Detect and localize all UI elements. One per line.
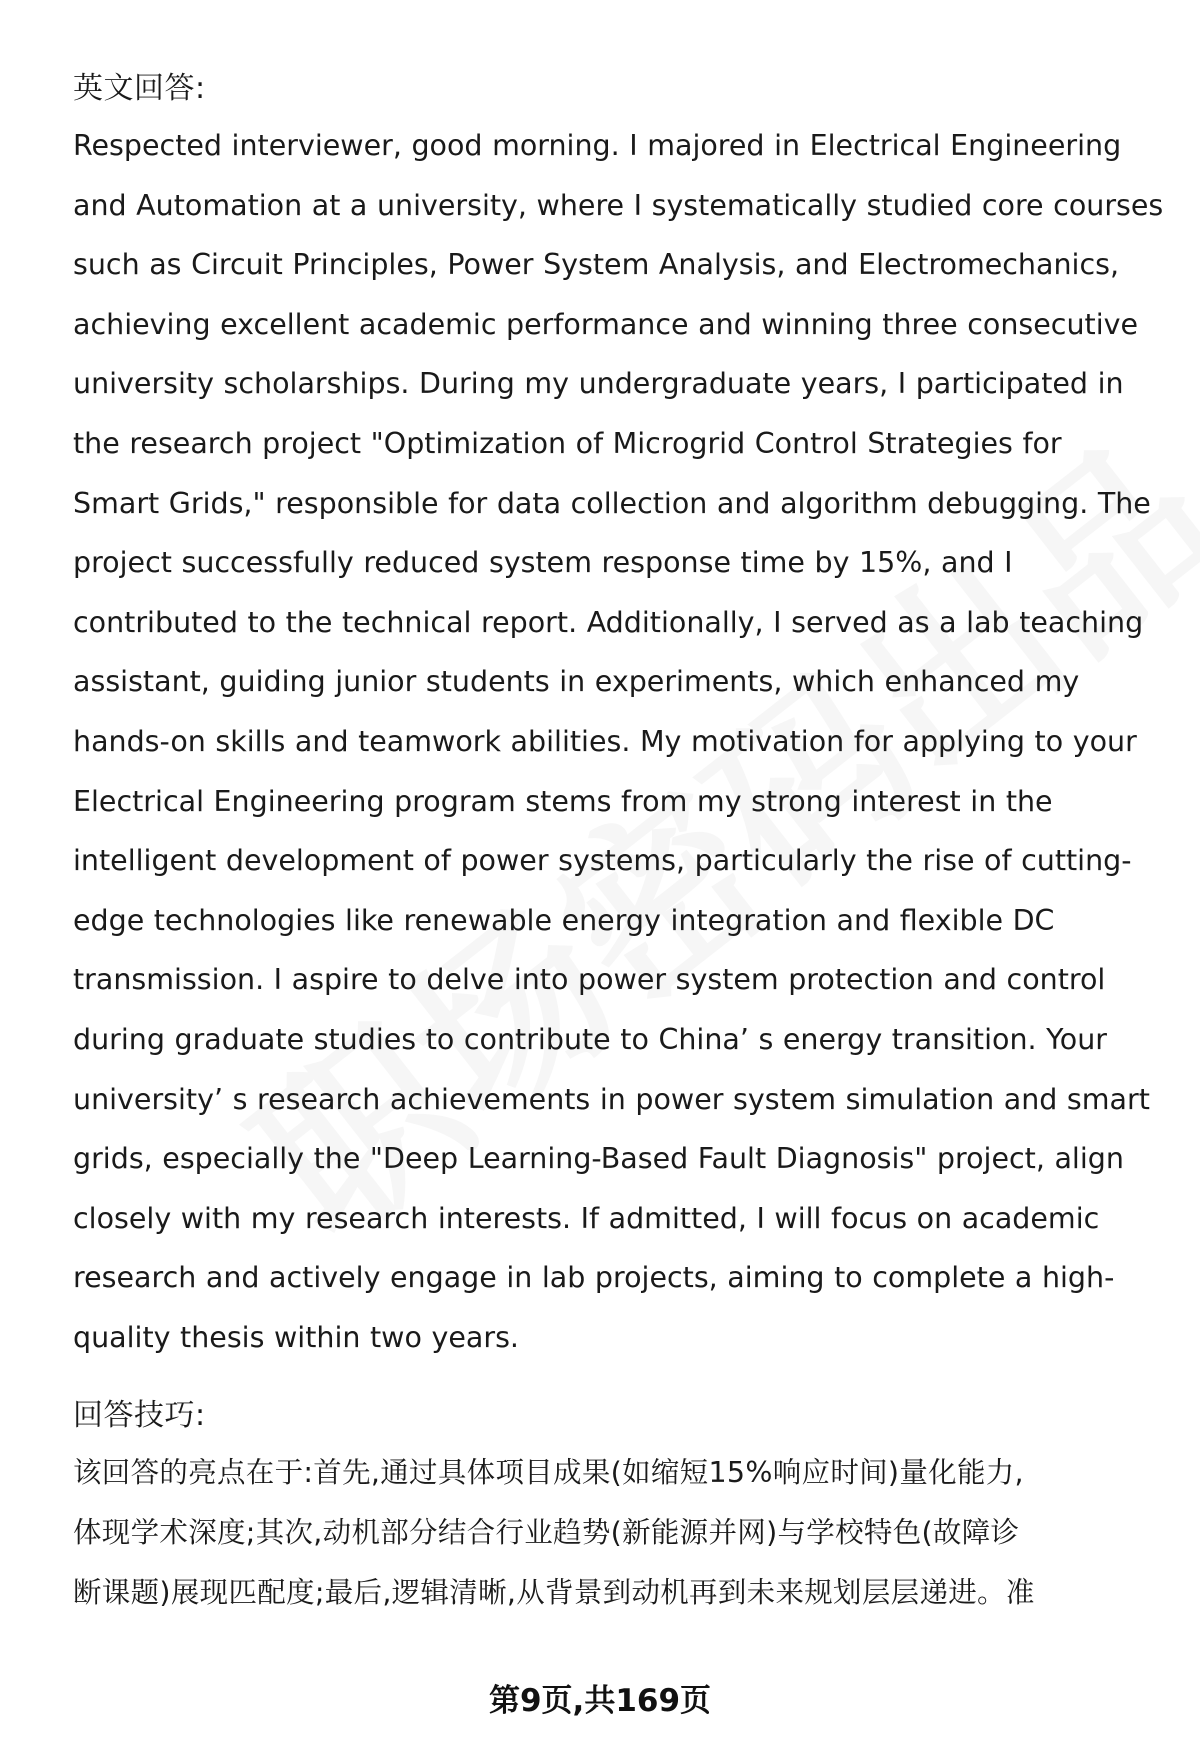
paragraph-line: achieving excellent academic performance and winning three consecutive bbox=[73, 307, 1139, 341]
paragraph-line: university scholarships. During my undergraduate years, I participated in bbox=[73, 367, 1124, 401]
paragraph-line: transmission. I aspire to delve into power system protection and control bbox=[73, 963, 1106, 997]
paragraph-line: project successfully reduced system response time by 15%, and I bbox=[73, 546, 1013, 580]
paragraph-line: closely with my research interests. If admitted, I will focus on academic bbox=[73, 1201, 1100, 1235]
tips-line: 断课题)展现匹配度;最后,逻辑清晰,从背景到动机再到未来规划层层递进。准 bbox=[73, 1575, 1035, 1609]
page-number-footer: 第9页,共169页 bbox=[488, 1683, 712, 1719]
paragraph-line: university’ s research achievements in power system simulation and smart bbox=[73, 1082, 1150, 1116]
paragraph-line: assistant, guiding junior students in experiments, which enhanced my bbox=[73, 665, 1080, 699]
tips-line: 该回答的亮点在于:首先,通过具体项目成果(如缩短15%响应时间)量化能力, bbox=[73, 1456, 1024, 1490]
paragraph-line: during graduate studies to contribute to China’ s energy transition. Your bbox=[73, 1022, 1107, 1056]
tips-paragraph bbox=[73, 1443, 1153, 1622]
page-content bbox=[73, 62, 1164, 1622]
paragraph-line: intelligent development of power systems, particularly the rise of cutting- bbox=[73, 844, 1132, 878]
paragraph-line: grids, especially the "Deep Learning-Based Fault Diagnosis" project, align bbox=[73, 1142, 1124, 1176]
paragraph-line: Smart Grids," responsible for data collection and algorithm debugging. The bbox=[73, 486, 1151, 520]
paragraph-line: Respected interviewer, good morning. I majored in Electrical Engineering bbox=[73, 129, 1122, 162]
paragraph-line: hands-on skills and teamwork abilities. My motivation for applying to your bbox=[73, 724, 1137, 758]
english-answer-paragraph bbox=[73, 116, 1164, 1367]
tips-heading: 回答技巧: bbox=[73, 1398, 206, 1434]
english-answer-heading: 英文回答: bbox=[73, 71, 206, 106]
section-spacer bbox=[73, 1367, 1153, 1389]
paragraph-line: Electrical Engineering program stems from my strong interest in the bbox=[73, 784, 1053, 818]
paragraph-line: quality thesis within two years. bbox=[73, 1320, 519, 1354]
paragraph-line: and Automation at a university, where I systematically studied core courses bbox=[73, 188, 1164, 222]
paragraph-line: contributed to the technical report. Additionally, I served as a lab teaching bbox=[73, 605, 1144, 639]
paragraph-line: the research project "Optimization of Microgrid Control Strategies for bbox=[73, 426, 1062, 460]
paragraph-line: such as Circuit Principles, Power System Analysis, and Electromechanics, bbox=[73, 248, 1120, 282]
paragraph-line: research and actively engage in lab projects, aiming to complete a high- bbox=[73, 1261, 1115, 1295]
paragraph-line: edge technologies like renewable energy integration and flexible DC bbox=[73, 903, 1055, 937]
tips-line: 体现学术深度;其次,动机部分结合行业趋势(新能源并网)与学校特色(故障诊 bbox=[73, 1516, 1020, 1550]
